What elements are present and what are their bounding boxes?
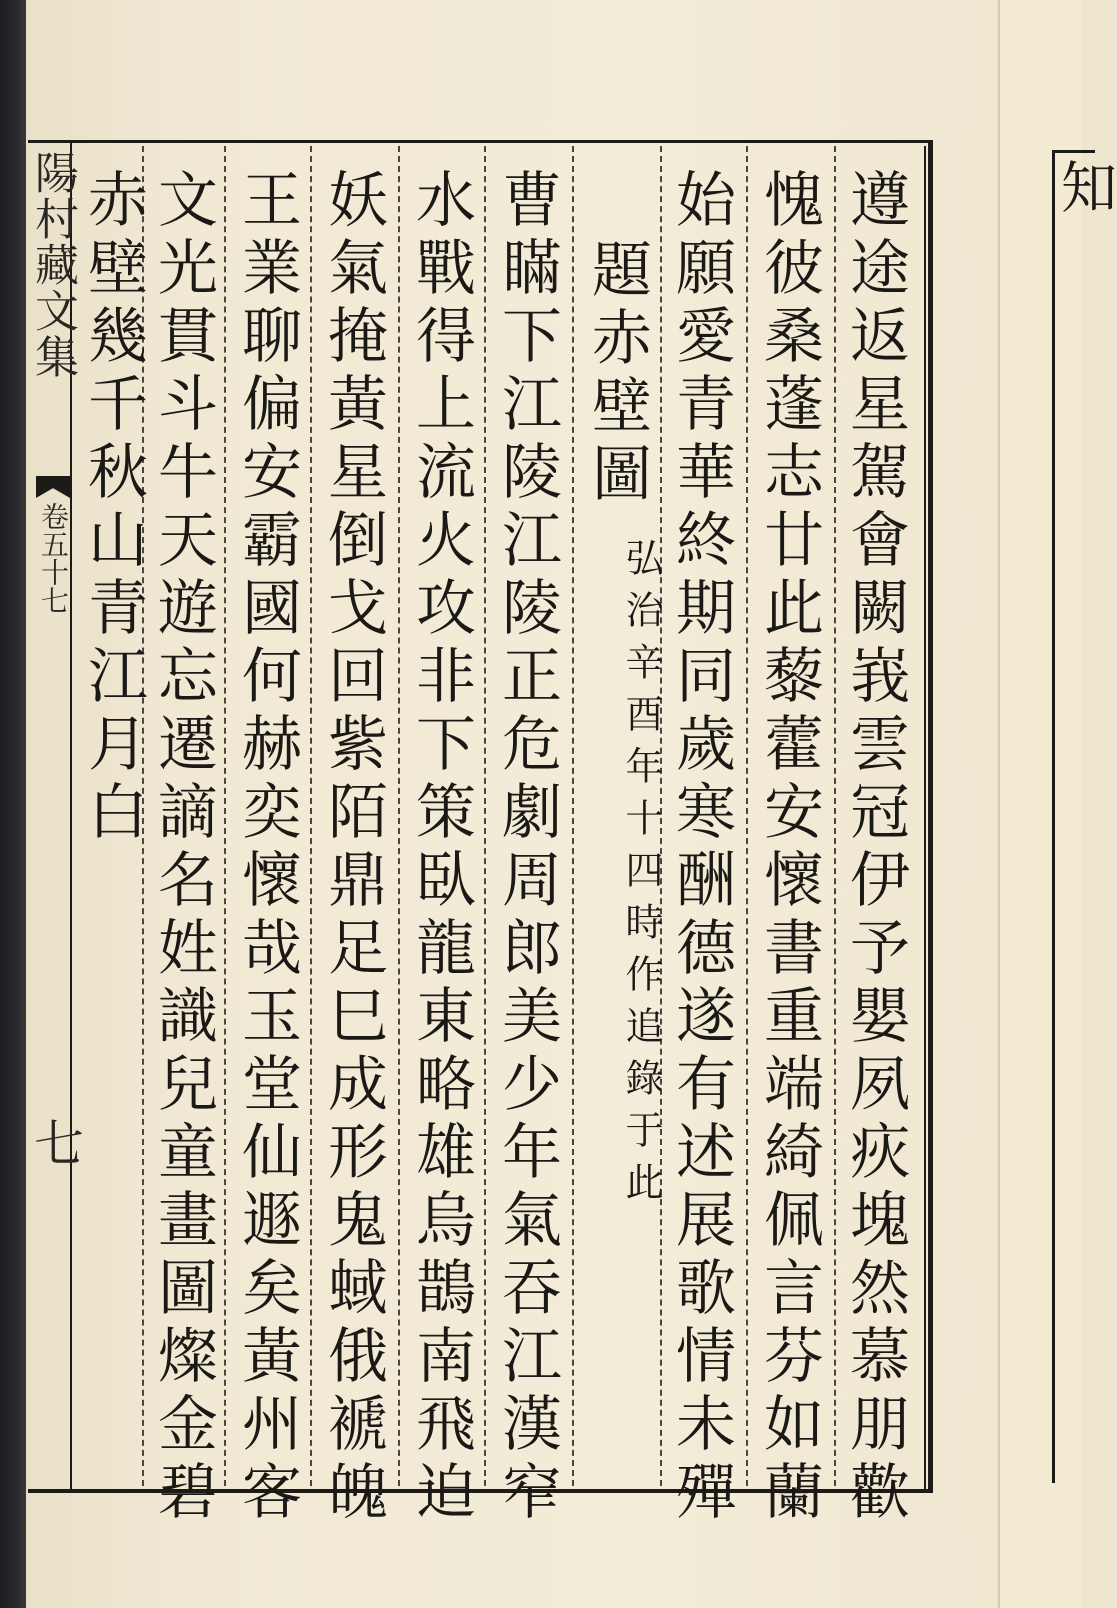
poem-line: 曹瞞下江陵江陵正危劇周郎美少年氣吞江漢窄 xyxy=(492,168,562,1528)
column-rule xyxy=(484,146,486,1486)
poem-line: 始願愛青華終期同歲寒酬德遂有述展歌情未殫 xyxy=(666,168,736,1528)
poem-note: 弘治辛酉年十四時作追錄于此 xyxy=(619,538,663,1214)
column-rule xyxy=(224,146,226,1486)
spine-volume-label: 卷五十七 xyxy=(37,502,70,614)
poem-line: 遵途返星駕會闕峩雲冠伊予嬰夙疢塊然慕朋歡 xyxy=(840,168,910,1528)
poem-line: 愧彼桑蓬志廿此藜藿安懷書重端綺佩言芬如蘭 xyxy=(754,168,824,1528)
poem-line: 王業聊偏安霸國何赫奕懷哉玉堂仙遯矣黃州客 xyxy=(232,168,302,1528)
poem-line: 文光貫斗牛天遊忘遷謫名姓識兒童畫圖燦金碧 xyxy=(148,168,218,1528)
binding-edge xyxy=(0,0,26,1608)
column-rule xyxy=(572,146,574,1486)
facing-page-char: 知 xyxy=(1052,158,1117,214)
facing-page-frame xyxy=(1052,150,1095,1483)
column-rule xyxy=(834,146,836,1486)
poem-line: 水戰得上流火攻非下策臥龍東略雄烏鵲南飛迫 xyxy=(406,168,476,1528)
leaf-number: 七 xyxy=(34,1115,84,1173)
column-rule xyxy=(310,146,312,1486)
poem-line: 妖氣掩黃星倒戈回紫陌鼎足巳成形鬼蜮俄褫魄 xyxy=(318,168,388,1528)
poem-line: 赤壁幾千秋山青江月白 xyxy=(78,168,148,848)
column-rule xyxy=(398,146,400,1486)
spine-title: 陽村藏文集 xyxy=(27,150,78,380)
poem-title: 題赤壁圖 xyxy=(582,238,652,510)
facing-page-edge xyxy=(998,0,1117,1608)
column-rule xyxy=(746,146,748,1486)
